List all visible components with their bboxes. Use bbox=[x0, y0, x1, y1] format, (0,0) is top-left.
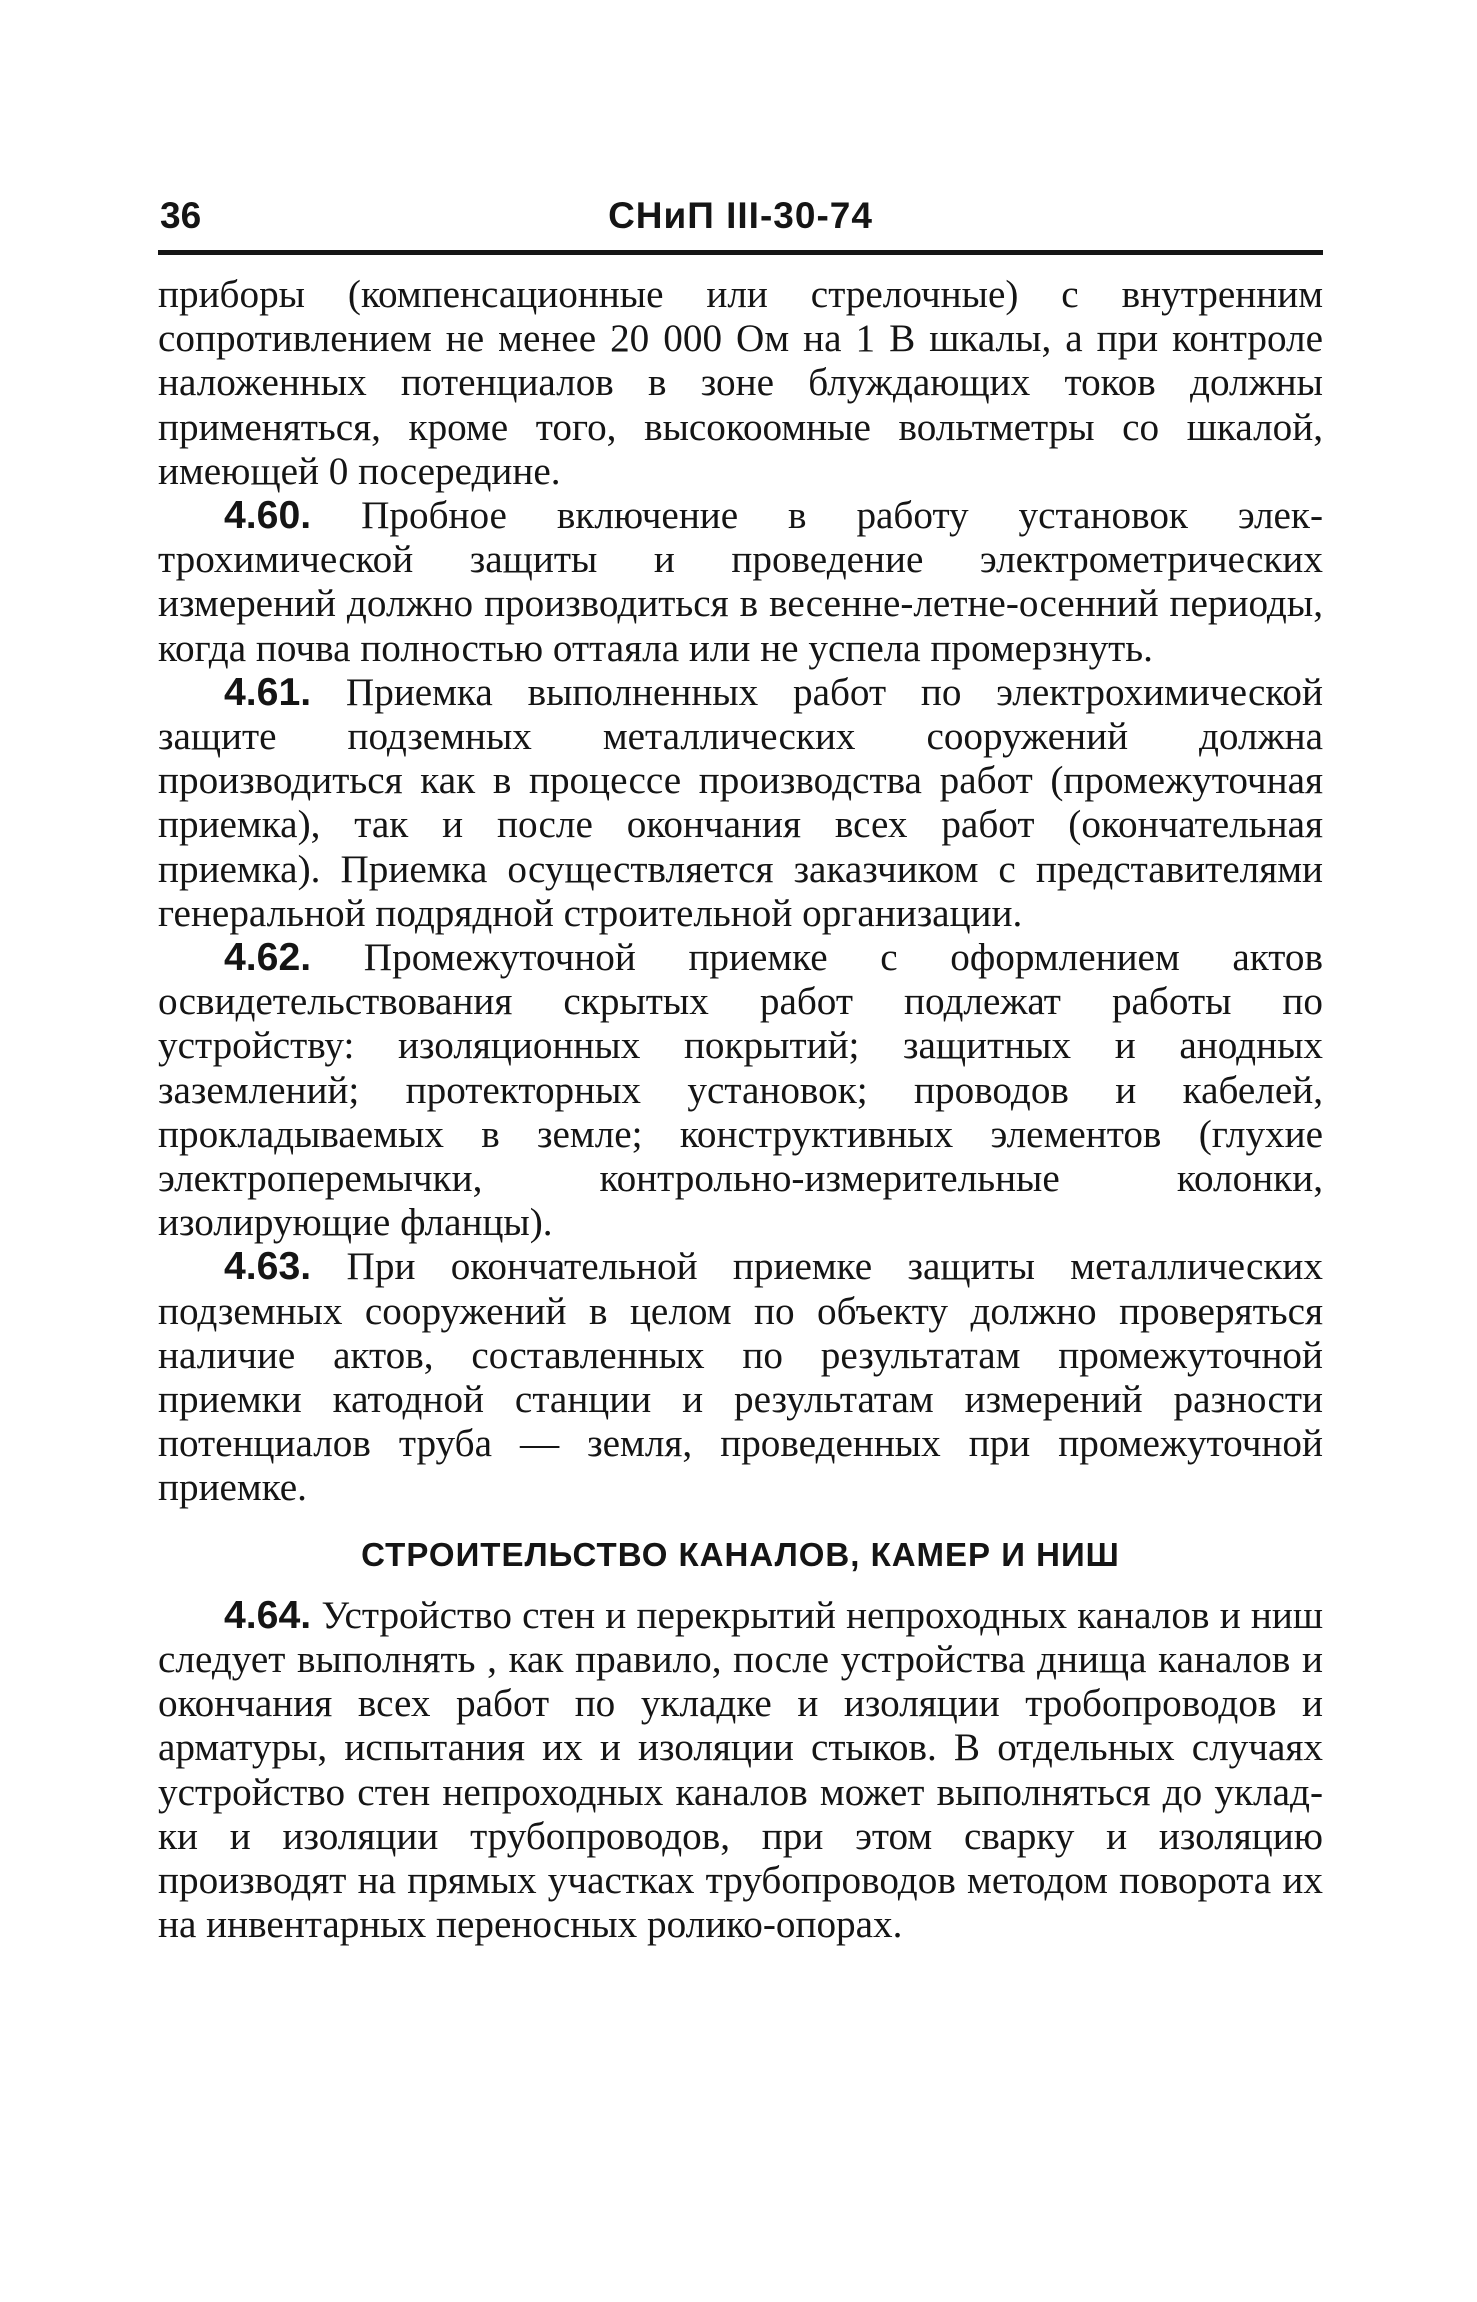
document-body bbox=[158, 273, 1323, 1947]
clause-number: 4.60. bbox=[224, 494, 312, 538]
page-header bbox=[158, 188, 1323, 248]
running-title: СНиП III-30-74 bbox=[608, 195, 873, 236]
page-number: 36 bbox=[160, 195, 202, 236]
clause-number: 4.61. bbox=[224, 670, 312, 714]
paragraph-text: Промежуточной приемке с оформлением актов освидетельствования скрытых работ подлежат работы по устройству: изоляционных покрытий; защитных и анодных заземлений; протекторных установок; проводов и кабелей, прокладываемых в земле; конструктивных элементов (глухие электроперемычки, контрольно-измерительные колонки, изолирующие фланцы). bbox=[158, 936, 1323, 1245]
clause-number: 4.63. bbox=[224, 1245, 312, 1289]
paragraph-4-63 bbox=[158, 1245, 1323, 1510]
paragraph-text: При окончательной приемке защиты металлических подземных сооружений в целом по объекту должно проверяться наличие актов, составленных по результатам промежуточной приемки катодной станции и результатам измерений разности потенциалов труба — земля, проведенных при промежуточной приемке. bbox=[158, 1245, 1324, 1510]
clause-number: 4.62. bbox=[224, 936, 312, 980]
header-rule bbox=[158, 250, 1323, 255]
paragraph-text: Устройство стен и перекрытий непроходных каналов и ниш следует выполнять , как правило, после устройства днища каналов и окончания всех работ по укладке и изоляции тробопроводов и арматуры, испытания их и изоляции стыков. В отдельных случаях устройство стен непроходных каналов может выполняться до укладки и изоляции трубопроводов, при этом сварку и изоляцию производят на прямых участках трубопроводов методом поворота их на инвентарных переносных ролико-опорах. bbox=[158, 1593, 1324, 1947]
paragraph-4-62 bbox=[158, 936, 1323, 1245]
paragraph-4-64 bbox=[158, 1594, 1323, 1948]
document-page bbox=[158, 188, 1323, 1947]
section-heading: СТРОИТЕЛЬСТВО КАНАЛОВ, КАМЕР И НИШ bbox=[361, 1535, 1120, 1573]
paragraph-text: приборы (компенсационные или стрелочные) с внутренним сопротивлением не менее 20 000 Ом на 1 В шкалы, а при контроле наложенных потенциалов в зоне блуждающих токов должны применяться, кроме того, высокоомные вольтметры со шкалой, имеющей 0 посередине. bbox=[158, 273, 1323, 493]
paragraph-text: Приемка выполненных работ по электрохимической защите подземных металлических сооружений должна производиться как в процессе производства работ (промежуточная приемка), так и после окончания всех работ (окончательная приемка). Приемка осуществляется заказчиком с представителями генеральной подрядной строительной организации. bbox=[158, 670, 1323, 935]
clause-number: 4.64. bbox=[224, 1593, 312, 1637]
paragraph-4-61 bbox=[158, 671, 1323, 936]
paragraph-4-60 bbox=[158, 494, 1323, 671]
paragraph-text: Пробное включение в работу установок электрохимической защиты и проведение электрометрических измерений должно производиться в весенне-летне-осенний периоды, когда почва полностью оттаяла или не успела промерзнуть. bbox=[158, 494, 1324, 670]
paragraph-continuation bbox=[158, 273, 1323, 494]
